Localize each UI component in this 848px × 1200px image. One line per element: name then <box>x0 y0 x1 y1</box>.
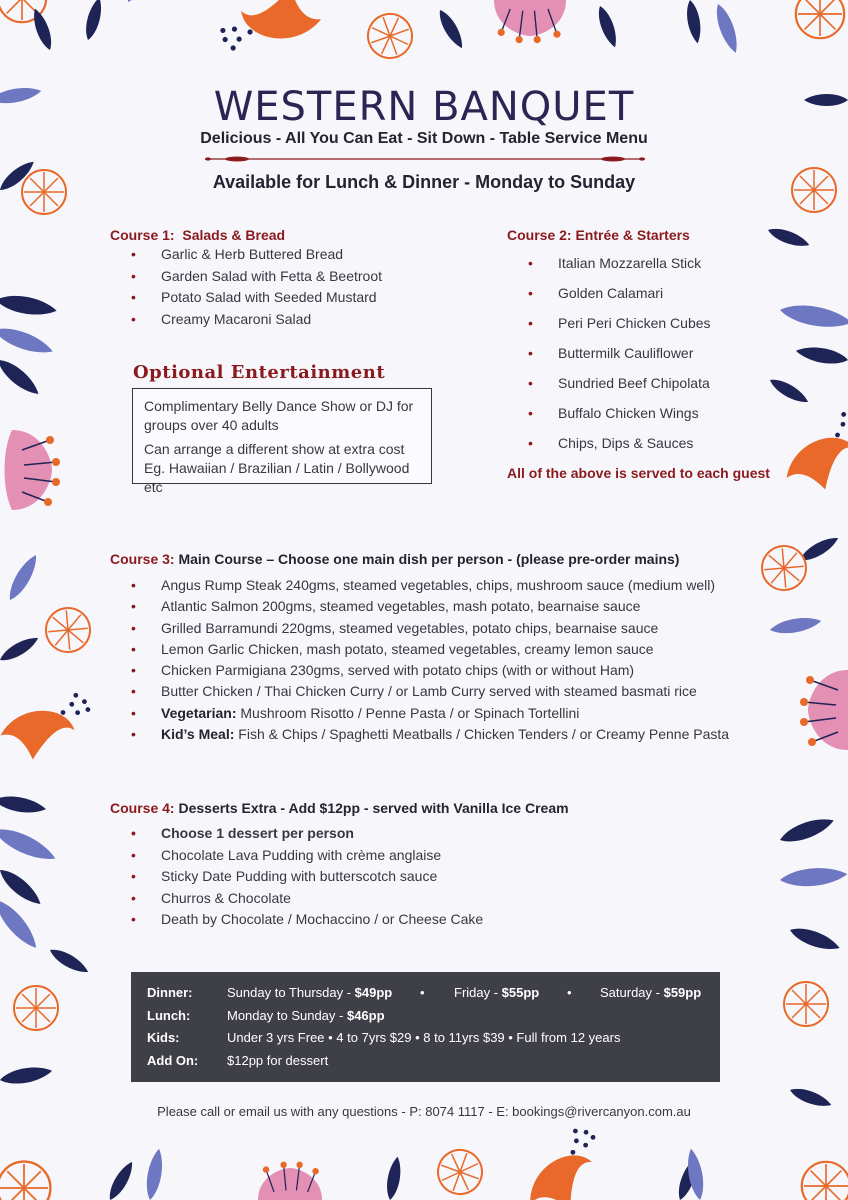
leaf-icon <box>795 344 848 367</box>
list-item: • Buttermilk Cauliflower <box>528 345 711 375</box>
course2-label: Course 2: <box>507 227 572 243</box>
entertainment-box <box>132 388 432 495</box>
entertainment-line1: Complimentary Belly Dance Show or DJ for groups over 40 adults <box>144 398 414 433</box>
leaf-icon <box>0 322 55 359</box>
leaf-icon <box>0 822 59 866</box>
leaf-icon <box>4 552 42 604</box>
course3-heading <box>110 551 679 567</box>
leaf-icon <box>766 224 811 250</box>
list-item: • Atlantic Salmon 200gms, steamed vegetables, mash potato, bearnaise sauce <box>131 598 729 619</box>
list-item-vegetarian <box>131 705 729 726</box>
pricing-row-dinner <box>147 985 704 1008</box>
lunch-text: Monday to Sunday - <box>227 1007 347 1023</box>
flower-icon <box>494 0 566 43</box>
dinner-prices <box>227 985 392 1000</box>
fan-flower-icon <box>784 982 828 1026</box>
page-title: WESTERN BANQUET <box>213 84 635 130</box>
course3-label: Course 3: <box>110 551 175 567</box>
list-item: • Chips, Dips & Sauces <box>528 435 711 465</box>
list-item: • Grilled Barramundi 220gms, steamed vegetables, potato chips, bearnaise sauce <box>131 620 729 641</box>
course3-list <box>131 577 729 747</box>
course1-heading <box>110 227 285 243</box>
pricing-row-addon <box>147 1053 704 1076</box>
list-item: • Churros & Chocolate <box>131 890 483 912</box>
leaf-icon <box>0 1064 53 1087</box>
course2-title: Entrée & Starters <box>575 227 690 243</box>
friday-price-group <box>454 985 539 1000</box>
leaf-icon <box>47 945 91 977</box>
leaf-icon <box>594 4 620 49</box>
flower-icon <box>215 0 328 75</box>
list-item: • Garden Salad with Fetta & Beetroot <box>131 268 382 290</box>
leaf-icon <box>0 633 41 665</box>
flower-icon <box>511 1123 615 1200</box>
kids-prices: Under 3 yrs Free • 4 to 7yrs $29 • 8 to 11yrs $39 • Full from 12 years <box>227 1030 621 1045</box>
course4-heading <box>110 800 569 816</box>
fan-flower-icon <box>796 0 844 38</box>
course2-heading <box>507 227 690 243</box>
saturday-price-group <box>600 985 701 1000</box>
course1-list <box>131 246 382 332</box>
flower-icon <box>0 681 93 768</box>
course3-title: Main Course – Choose one main dish per person - (please pre-order mains) <box>178 551 680 567</box>
addon-label: Add On: <box>147 1052 199 1068</box>
course2-note: All of the above is served to each guest <box>507 465 770 481</box>
vegetarian-text: Mushroom Risotto / Penne Pasta / or Spinach Tortellini <box>240 704 580 721</box>
fan-flower-icon <box>14 986 58 1030</box>
list-item: • Peri Peri Chicken Cubes <box>528 315 711 345</box>
leaf-icon <box>0 895 42 953</box>
bullet-separator: • <box>420 985 425 1000</box>
list-item: • Sticky Date Pudding with butterscotch sauce <box>131 868 483 890</box>
dinner-label: Dinner: <box>147 985 193 1000</box>
leaf-icon <box>435 7 467 51</box>
leaf-icon <box>769 614 823 636</box>
flower-icon <box>777 409 848 496</box>
leaf-icon <box>684 0 703 44</box>
leaf-icon <box>778 301 848 332</box>
course4-title: Desserts Extra - Add $12pp - served with Vanilla Ice Cream <box>178 800 569 816</box>
list-item: • Death by Chocolate / Mochaccino / or Cheese Cake <box>131 911 483 933</box>
leaf-icon <box>779 865 848 888</box>
flower-icon <box>5 430 61 510</box>
list-item: • Buffalo Chicken Wings <box>528 405 711 435</box>
fan-flower-icon <box>432 1144 488 1200</box>
list-item: • Chocolate Lava Pudding with crème anglaise <box>131 847 483 869</box>
flower-icon <box>800 670 848 750</box>
leaf-icon <box>0 864 45 909</box>
leaf-icon <box>105 1159 137 1200</box>
friday-price: $55pp <box>501 985 540 1000</box>
title-divider <box>205 154 645 164</box>
flower-icon <box>258 1162 322 1200</box>
sun-thu-price: $49pp <box>354 985 393 1000</box>
list-item-kids <box>131 726 729 747</box>
sun-thu-text: Sunday to Thursday - <box>227 985 355 1000</box>
fan-flower-icon <box>362 8 418 64</box>
leaf-icon <box>384 1156 403 1200</box>
leaf-icon <box>0 354 43 399</box>
kids-meal-text: Fish & Chips / Spaghetti Meatballs / Chicken Tenders / or Creamy Penne Pasta <box>238 726 730 743</box>
list-item: • Golden Calamari <box>528 285 711 315</box>
leaf-icon <box>777 813 836 847</box>
pricing-row-lunch <box>147 1008 704 1031</box>
saturday-text: Saturday - <box>600 985 664 1000</box>
availability-line: Available for Lunch & Dinner - Monday to Sunday <box>212 172 636 192</box>
list-item: • Angus Rump Steak 240gms, steamed vegetables, chips, mushroom sauce (medium well) <box>131 577 729 598</box>
list-item: • Lemon Garlic Chicken, mash potato, steamed vegetables, creamy lemon sauce <box>131 641 729 662</box>
course4-list <box>131 825 483 933</box>
leaf-icon <box>788 923 843 955</box>
lunch-price: $46pp <box>346 1007 385 1023</box>
kids-label: Kids: <box>147 1030 180 1045</box>
entertainment-line2: Can arrange a different show at extra cost Eg. Hawaiian / Brazilian / Latin / Bollywood etc <box>144 441 410 495</box>
pricing-row-kids <box>147 1030 704 1053</box>
leaf-icon <box>767 375 811 407</box>
list-item: • Butter Chicken / Thai Chicken Curry / or Lamb Curry served with steamed basmati rice <box>131 683 729 704</box>
leaf-icon <box>143 1148 165 1200</box>
course1-title: Salads & Bread <box>182 227 286 243</box>
fan-flower-icon <box>802 1162 848 1200</box>
pricing-panel <box>131 972 720 1082</box>
fan-flower-icon <box>753 537 815 599</box>
leaf-icon <box>0 793 47 816</box>
leaf-icon <box>0 292 58 319</box>
fan-flower-icon <box>0 1162 50 1200</box>
leaf-icon <box>712 2 742 55</box>
list-item: • Garlic & Herb Buttered Bread <box>131 246 382 268</box>
bullet-separator: • <box>567 985 572 1000</box>
lunch-prices <box>227 1008 385 1023</box>
fan-flower-icon <box>37 599 99 661</box>
vegetarian-label: Vegetarian: <box>161 704 237 721</box>
leaf-icon <box>82 0 105 42</box>
list-item: • Sundried Beef Chipolata <box>528 375 711 405</box>
friday-text: Friday - <box>454 985 502 1000</box>
list-item: • Creamy Macaroni Salad <box>131 311 382 333</box>
list-item: • Chicken Parmigiana 230gms, served with potato chips (with or without Ham) <box>131 662 729 683</box>
leaf-icon <box>122 0 160 5</box>
lunch-label: Lunch: <box>147 1007 191 1023</box>
list-item: • Potato Salad with Seeded Mustard <box>131 289 382 311</box>
page-subtitle: Delicious - All You Can Eat - Sit Down - Table Service Menu <box>200 130 648 147</box>
course4-label: Course 4: <box>110 800 175 816</box>
kids-meal-label: Kid’s Meal: <box>161 726 235 743</box>
course1-label: Course 1: <box>110 227 175 243</box>
list-item: • Italian Mozzarella Stick <box>528 255 711 285</box>
list-item: • Choose 1 dessert per person <box>131 825 483 847</box>
entertainment-title: Optional Entertainment <box>133 362 386 383</box>
course2-list <box>528 255 711 465</box>
contact-footer: Please call or email us with any questions - P: 8074 1117 - E: bookings@rivercanyon.com.au <box>157 1104 691 1119</box>
addon-prices: $12pp for dessert <box>227 1052 329 1068</box>
saturday-price: $59pp <box>663 985 702 1000</box>
